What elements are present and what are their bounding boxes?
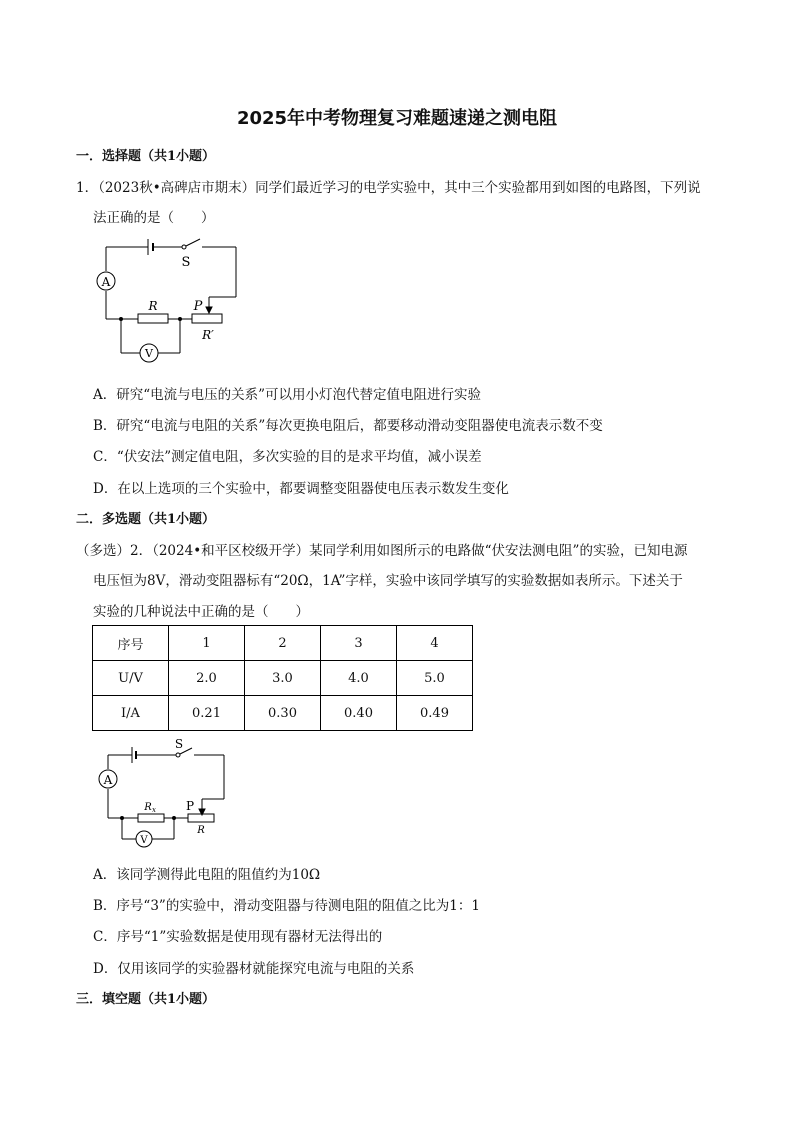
table-cell: 3 [321, 626, 397, 661]
q2-data-table [92, 625, 473, 731]
table-cell: I/A [93, 696, 169, 731]
q2-switch-label: S [174, 737, 184, 751]
table-cell: 4 [397, 626, 473, 661]
section-heading-fill: 三．填空题（共1小题） [76, 992, 216, 1007]
q1-slider-label: P [193, 299, 203, 314]
q2-option-d: D．仅用该同学的实验器材就能探究电流与电阻的关系 [93, 961, 415, 977]
table-cell: 5.0 [397, 661, 473, 696]
table-row [93, 696, 473, 731]
q1-voltmeter-label: V [145, 347, 153, 360]
q2-stem-line-2: 电压恒为8V，滑动变阻器标有“20Ω，1A”字样，实验中该同学填写的实验数据如表所示。下述关于 [93, 573, 683, 589]
q1-circuit-diagram [90, 235, 250, 365]
q2-stem-line-3: 实验的几种说法中正确的是（ ） [93, 604, 309, 620]
q2-option-a: A．该同学测得此电阻的阻值约为10Ω [93, 867, 321, 883]
q2-slider-label: P [185, 799, 195, 813]
table-cell: U/V [93, 661, 169, 696]
q1-stem-line-1: 1．（2023秋•高碑店市期末）同学们最近学习的电学实验中，其中三个实验都用到如图的电路图，下列说 [76, 180, 701, 196]
table-cell: 0.30 [245, 696, 321, 731]
table-cell: 1 [169, 626, 245, 661]
q2-resistor-label: R [144, 802, 152, 813]
section-heading-choice: 一．选择题（共1小题） [76, 149, 216, 164]
q2-option-b: B．序号“3”的实验中，滑动变阻器与待测电阻的阻值之比为1：1 [93, 898, 480, 914]
section-heading-multi: 二．多选题（共1小题） [76, 512, 216, 527]
table-cell: 0.21 [169, 696, 245, 731]
q2-circuit-diagram [92, 737, 242, 855]
table-cell: 3.0 [245, 661, 321, 696]
q2-resistor-subscript: x [152, 806, 156, 814]
table-cell: 0.49 [397, 696, 473, 731]
table-cell: 4.0 [321, 661, 397, 696]
q1-option-d: D．在以上选项的三个实验中，都要调整变阻器使电压表示数发生变化 [93, 481, 509, 497]
q2-option-c: C．序号“1”实验数据是使用现有器材无法得出的 [93, 929, 383, 945]
table-cell: 2 [245, 626, 321, 661]
table-row [93, 661, 473, 696]
q2-rheostat-label: R [197, 825, 205, 836]
page-title: 2025年中考物理复习难题速递之测电阻 [236, 108, 558, 129]
q1-stem-line-2: 法正确的是（ ） [93, 210, 215, 226]
table-row [93, 626, 473, 661]
q2-stem-line-1: （多选）2．（2024•和平区校级开学）某同学利用如图所示的电路做“伏安法测电阻”的实验，已知电源 [76, 543, 688, 559]
q1-option-b: B．研究“电流与电阻的关系”每次更换电阻后，都要移动滑动变阻器使电流表示数不变 [93, 418, 603, 434]
q1-option-a: A．研究“电流与电压的关系”可以用小灯泡代替定值电阻进行实验 [93, 387, 482, 403]
table-cell: 2.0 [169, 661, 245, 696]
table-cell: 0.40 [321, 696, 397, 731]
q1-switch-label: S [181, 255, 191, 270]
table-cell: 序号 [93, 626, 169, 661]
q2-ammeter-label: A [103, 773, 113, 787]
q1-ammeter-label: A [101, 275, 111, 289]
q1-option-c: C．“伏安法”测定值电阻，多次实验的目的是求平均值，减小误差 [93, 449, 482, 465]
q1-resistor-label: R [148, 299, 158, 313]
q1-rheostat-label: R′ [202, 328, 214, 342]
q2-voltmeter-label: V [140, 835, 148, 846]
